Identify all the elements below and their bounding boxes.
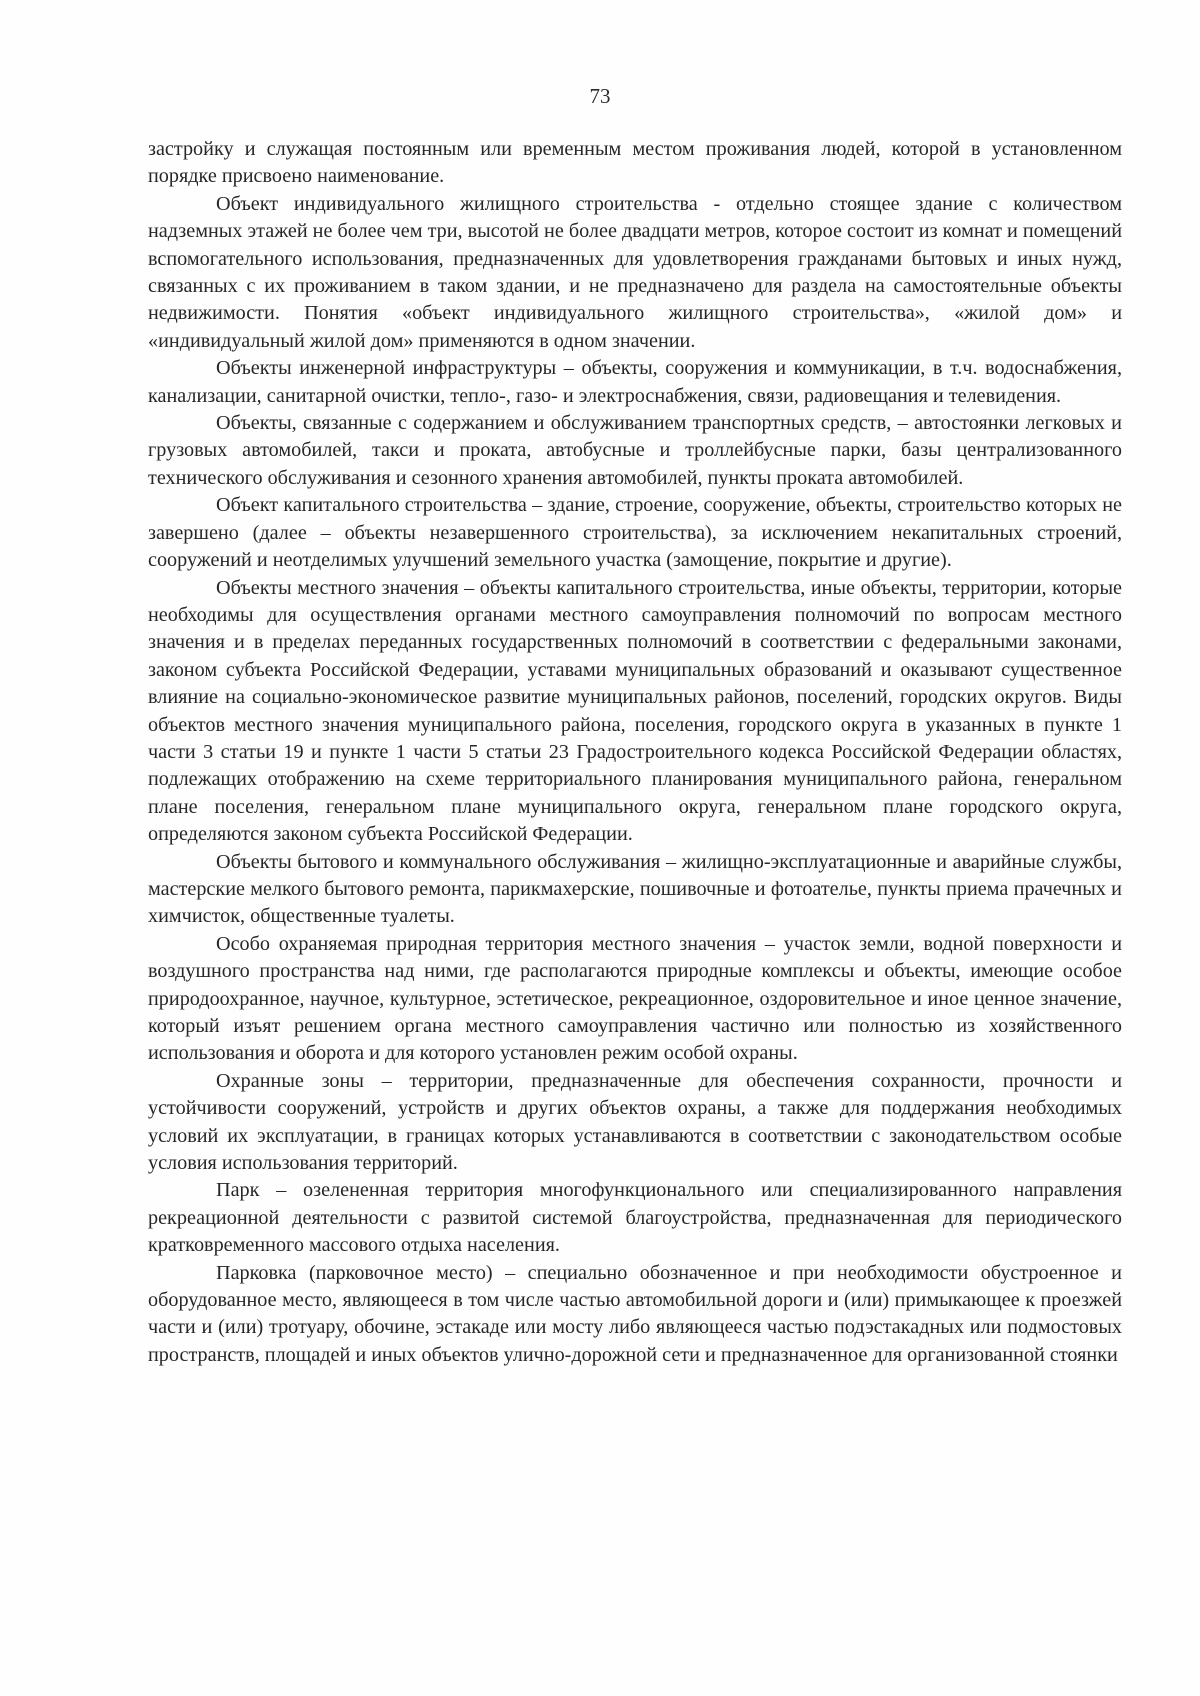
paragraph-park: Парк – озелененная территория многофункционального или специализированного направления рекреационной деятельности с развитой системой благоустройства, предназначенная для периодического кратковременного массового отдыха населения. (148, 1179, 1122, 1257)
paragraph-local-objects: Объекты местного значения – объекты капитального строительства, иные объекты, территории, которые необходимы для осуществления органами местного самоуправления полномочий по вопросам местного значения и в пределах переданных государственных полномочий в соответствии с федеральными законами, законом субъекта Российской Федерации, уставами муниципальных образований и оказывают существенное влияние на социально-экономическое развитие муниципальных районов, поселений, городских округов. Виды объектов местного значения муниципального района, поселения, городского округа в указанных в пункте 1 части 3 статьи 19 и пункте 1 части 5 статьи 23 Градостроительного кодекса Российской Федерации областях, подлежащих отображению на схеме территориального планирования муниципального района, генеральном плане поселения, генеральном плане муниципального округа, генеральном плане городского округа, определяются законом субъекта Российской Федерации. (148, 576, 1122, 846)
paragraph-transport-service: Объекты, связанные с содержанием и обслуживанием транспортных средств, – автостоянки легковых и грузовых автомобилей, такси и проката, автобусные и троллейбусные парки, базы централизованного технического обслуживания и сезонного хранения автомобилей, пункты проката автомобилей. (148, 412, 1122, 489)
document-body (148, 136, 1122, 1369)
paragraph-capital-construction: Объект капитального строительства – здание, строение, сооружение, объекты, строительство которых не завершено (далее – объекты незавершенного строительства), за исключением некапитальных строений, сооружений и неотделимых улучшений земельного участка (замощение, покрытие и другие). (148, 494, 1122, 572)
paragraph-individual-housing: Объект индивидуального жилищного строительства - отдельно стоящее здание с количеством надземных этажей не более чем три, высотой не более двадцати метров, которое состоит из комнат и помещений вспомогательного использования, предназначенных для удовлетворения гражданами бытовых и иных нужд, связанных с их проживанием в таком здании, и не предназначено для раздела на самостоятельные объекты недвижимости. Понятия «объект индивидуального жилищного строительства», «жилой дом» и «индивидуальный жилой дом» применяются в одном значении. (148, 192, 1123, 352)
paragraph-continuation: застройку и служащая постоянным или временным местом проживания людей, которой в установленном порядке присвоено наименование. (148, 138, 1122, 188)
paragraph-protected-territory: Особо охраняемая природная территория местного значения – участок земли, водной поверхности и воздушного пространства над ними, где располагаются природные комплексы и объекты, имеющие особое природоохранное, научное, культурное, эстетическое, рекреационное, оздоровительное и иное ценное значение, который изъят решением органа местного самоуправления частично или полностью из хозяйственного использования и оборота и для которого установлен режим особой охраны. (148, 932, 1122, 1065)
paragraph-protection-zones: Охранные зоны – территории, предназначенные для обеспечения сохранности, прочности и устойчивости сооружений, устройств и других объектов охраны, а также для поддержания необходимых условий их эксплуатации, в границах которых устанавливаются в соответствии с законодательством особые условия использования территорий. (148, 1069, 1122, 1175)
paragraph-household-services: Объекты бытового и коммунального обслуживания – жилищно-эксплуатационные и аварийные службы, мастерские мелкого бытового ремонта, парикмахерские, пошивочные и фотоателье, пункты приема прачечных и химчисток, общественные туалеты. (148, 850, 1122, 928)
paragraph-parking: Парковка (парковочное место) – специально обозначенное и при необходимости обустроенное и оборудованное место, являющееся в том числе частью автомобильной дороги и (или) примыкающее к проезжей части и (или) тротуару, обочине, эстакаде или мосту либо являющееся частью подэстакадных или подмостовых пространств, площадей и иных объектов улично-дорожной сети и предназначенное для организованной стоянки (148, 1261, 1122, 1366)
page-number: 73 (589, 84, 611, 108)
paragraph-engineering-infrastructure: Объекты инженерной инфраструктуры – объекты, сооружения и коммуникации, в т.ч. водоснабжения, канализации, санитарной очистки, тепло-, газо- и электроснабжения, связи, радиовещания и телевидения. (148, 357, 1122, 407)
